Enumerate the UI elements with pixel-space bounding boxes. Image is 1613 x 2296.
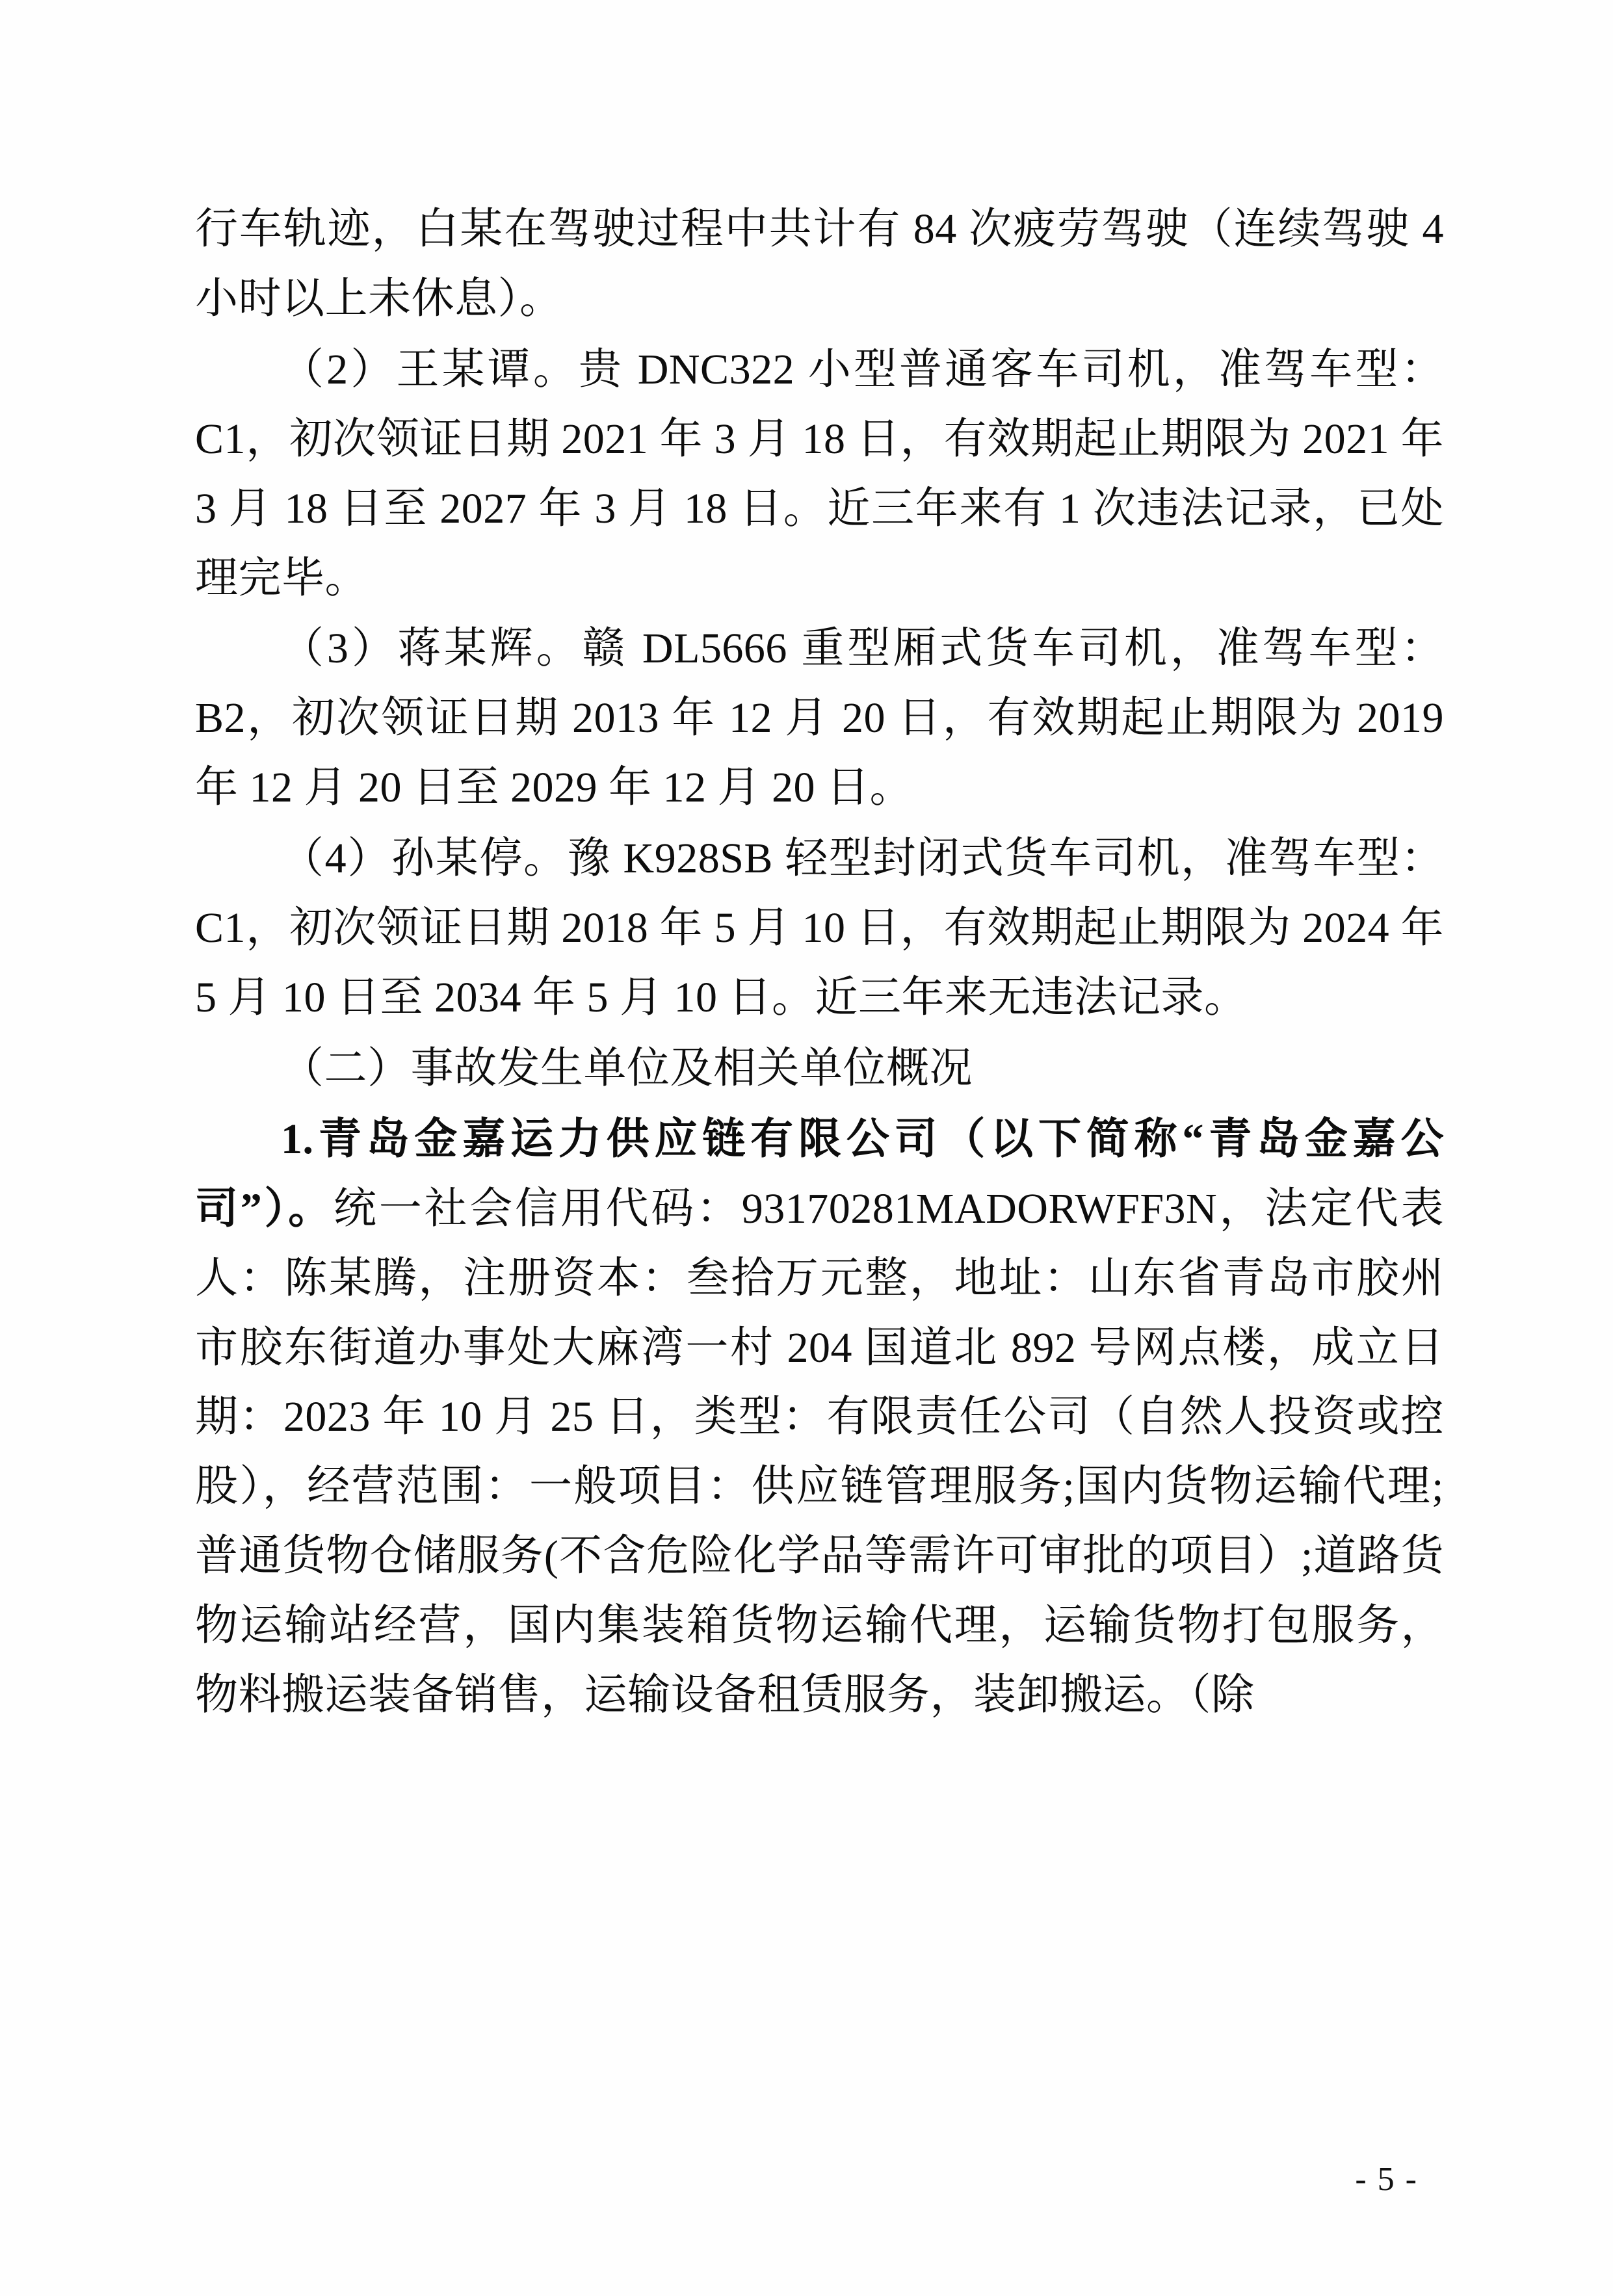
paragraph-driver-3: （3）蒋某辉。赣 DL5666 重型厢式货车司机，准驾车型：B2，初次领证日期 2013 年 12 月 20 日，有效期起止期限为 2019 年 12 月 20 日至 2029 年 12 月 20 日。	[195, 625, 1444, 812]
paragraph-driver-2: （2）王某谭。贵 DNC322 小型普通客车司机，准驾车型：C1，初次领证日期 2021 年 3 月 18 日，有效期起止期限为 2021 年 3 月 18 日至 2027 年 3 月 18 日。近三年来有 1 次违法记录，已处理完毕。	[195, 345, 1444, 602]
page-number: - 5 -	[1355, 2161, 1418, 2198]
company-name-lead: 1.青岛金嘉运力供应链有限公司（以下简称“青岛金嘉公司”）。	[195, 1115, 1444, 1233]
document-body	[195, 195, 1444, 1730]
company-details: 统一社会信用代码：93170281MADORWFF3N，法定代表人：陈某腾，注册资本：叁拾万元整，地址：山东省青岛市胶州市胶东街道办事处大麻湾一村 204 国道北 892 号网点楼，成立日期：2023 年 10 月 25 日，类型：有限责任公司（自然人投资或控股），经营范围：一般项目：供应链管理服务;国内货物运输代理;普通货物仓储服务(不含危险化学品等需许可审批的项目）;道路货物运输站经营，国内集装箱货物运输代理，运输货物打包服务，物料搬运装备销售，运输设备租赁服务，装卸搬运。（除	[195, 1184, 1444, 1719]
paragraph-section-two-heading: （二）事故发生单位及相关单位概况	[281, 1044, 973, 1092]
paragraph-continuation: 行车轨迹，白某在驾驶过程中共计有 84 次疲劳驾驶（连续驾驶 4 小时以上未休息）。	[195, 205, 1444, 322]
paragraph-driver-4: （4）孙某停。豫 K928SB 轻型封闭式货车司机，准驾车型：C1，初次领证日期 2018 年 5 月 10 日，有效期起止期限为 2024 年 5 月 10 日至 2034 年 5 月 10 日。近三年来无违法记录。	[195, 835, 1444, 1021]
paragraph-company-1	[195, 1105, 1444, 1730]
